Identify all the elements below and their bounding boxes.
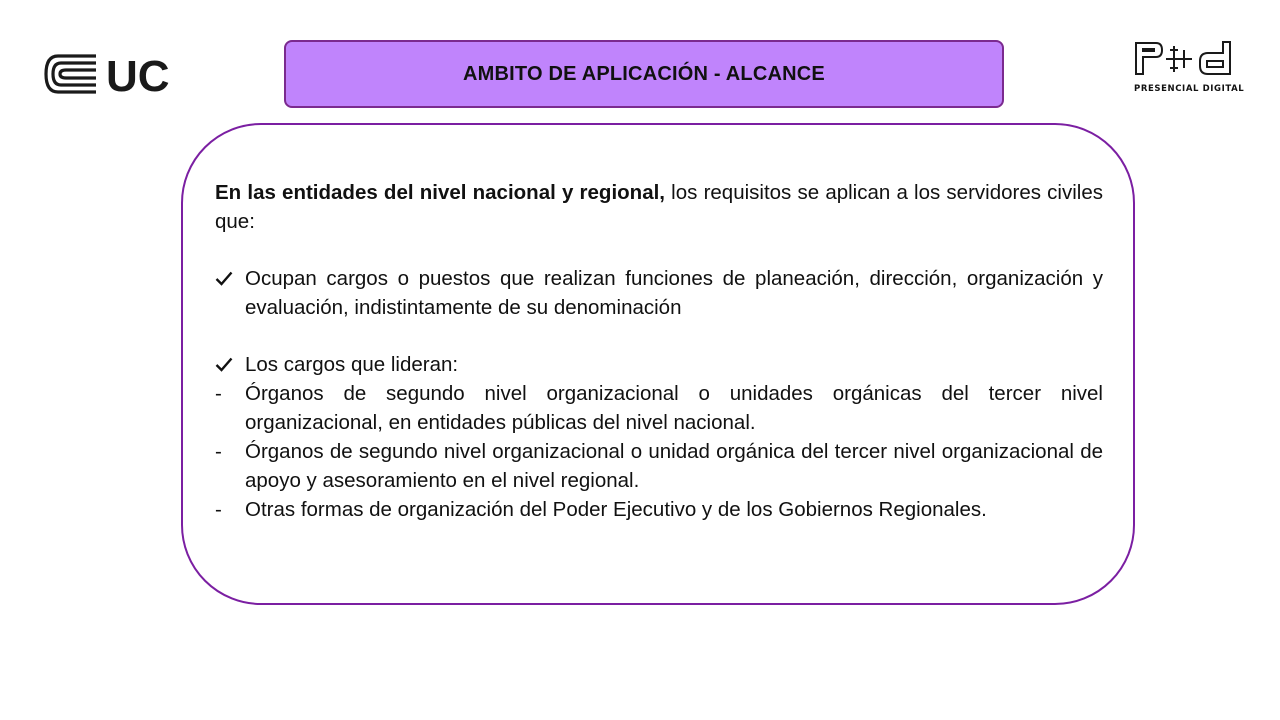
intro-bold: En las entidades del nivel nacional y regional,: [215, 181, 665, 204]
dash-item-text: Órganos de segundo nivel organizacional o unidad orgánica del tercer nivel organizacional de apoyo y asesoramiento en el nivel regional.: [245, 440, 1103, 492]
uc-logo: [44, 52, 184, 96]
content-body: [215, 178, 1103, 524]
dash-item-1: [215, 379, 1103, 437]
intro-paragraph: [215, 178, 1103, 236]
ptd-logo: [1134, 40, 1245, 98]
uc-logo-text: UC: [106, 52, 170, 96]
dash-marker: -: [215, 498, 222, 521]
dash-item-text: Otras formas de organización del Poder Ejecutivo y de los Gobiernos Regionales.: [245, 498, 987, 521]
dash-item-text: Órganos de segundo nivel organizacional o unidades orgánicas del tercer nivel organizacional, en entidades públicas del nivel nacional.: [245, 382, 1103, 434]
check-item-1: [215, 264, 1103, 322]
check-item-text: Ocupan cargos o puestos que realizan funciones de planeación, dirección, organización y evaluación, indistintamente de su denominación: [245, 267, 1103, 319]
check-item-text: Los cargos que lideran:: [245, 353, 459, 376]
uc-logo-icon: [44, 52, 184, 96]
dash-marker: -: [215, 382, 222, 405]
title-banner: [284, 40, 1004, 108]
ptd-logo-icon: [1134, 40, 1234, 76]
check-item-2: [215, 350, 1103, 379]
checkmark-icon: [215, 264, 245, 322]
dash-item-3: [215, 495, 1103, 524]
dash-marker: -: [215, 440, 222, 463]
dash-item-2: [215, 437, 1103, 495]
ptd-logo-caption: PRESENCIAL DIGITAL: [1134, 84, 1245, 94]
checkmark-icon: [215, 350, 245, 379]
slide-title: AMBITO DE APLICACIÓN - ALCANCE: [463, 62, 825, 85]
intro-rest: los requisitos se aplican a los servidores civiles que:: [215, 181, 1103, 233]
